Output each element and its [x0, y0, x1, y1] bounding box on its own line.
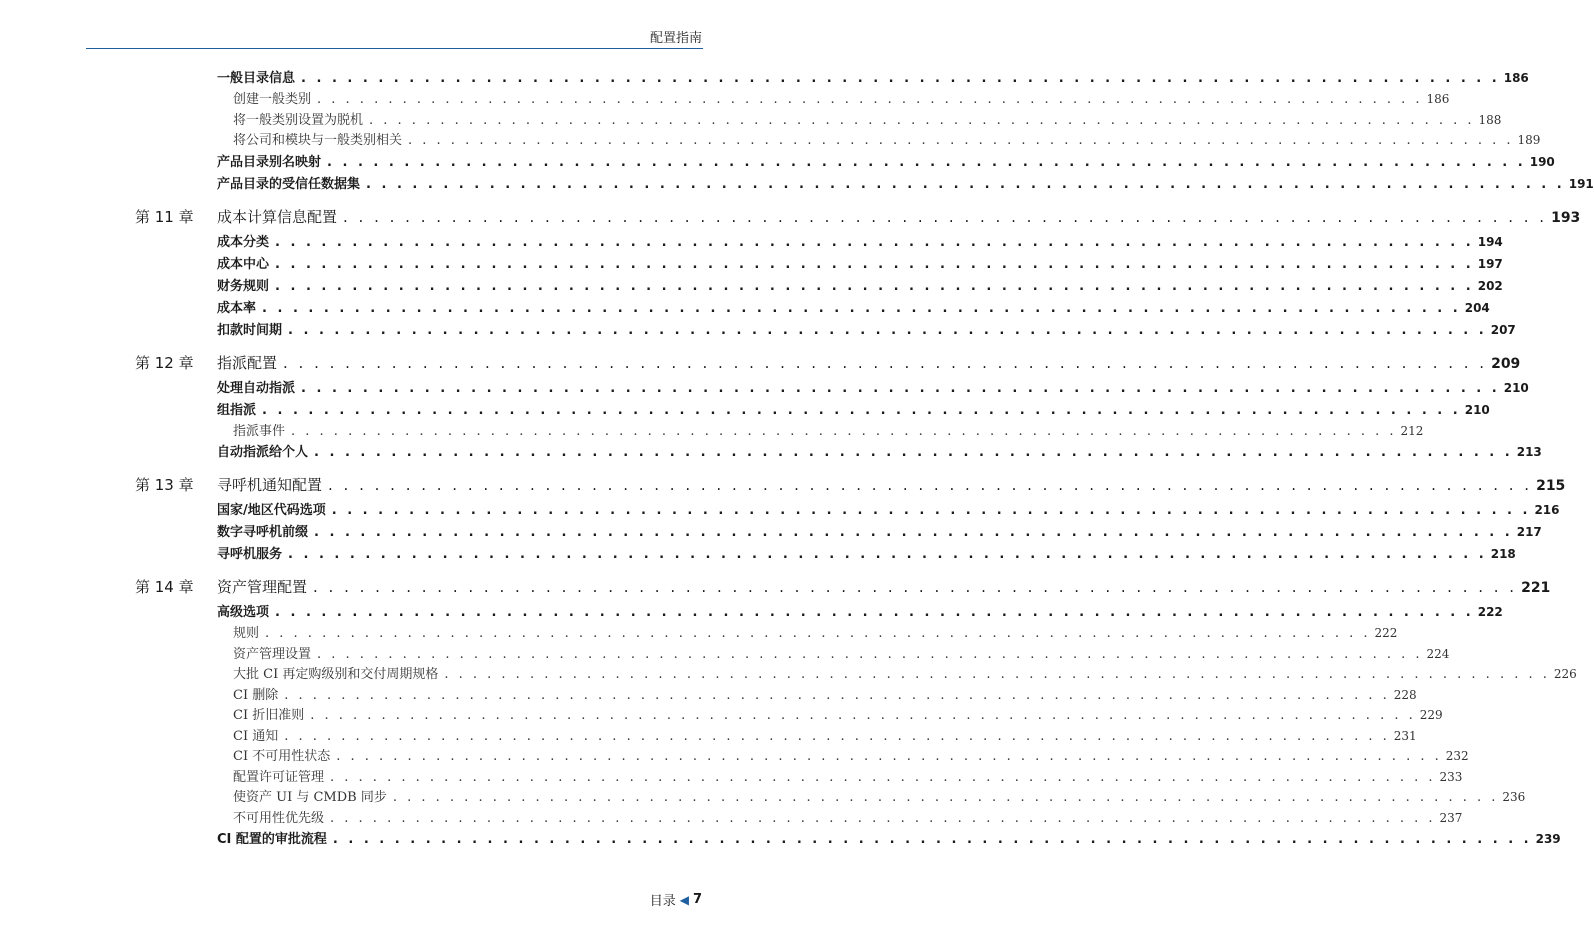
header-rule — [86, 48, 703, 49]
chapter-title: 资产管理配置 — [217, 578, 308, 596]
leader-dots: . . . . . . . . . . . . . . . . . . . . . . . . . . . . . . . . . . . . . . . . . . . . . . . . . . . . . . . . . . . . . . . . . . . . . . . . . . . . . . — [275, 279, 1474, 294]
leader-dots: . . . . . . . . . . . . . . . . . . . . . . . . . . . . . . . . . . . . . . . . . . . . . . . . . . . . . . . . . . . . . . . . . . . . . . . . . . . . . . — [291, 424, 1397, 439]
triangle-left-icon: ◀ — [679, 892, 689, 907]
leader-dots: . . . . . . . . . . . . . . . . . . . . . . . . . . . . . . . . . . . . . . . . . . . . . . . . . . . . . . . . . . . . . . . . . . . . . . . . . . . . . . — [284, 688, 1390, 703]
toc-entry-title: CI 配置的审批流程 — [217, 832, 327, 847]
toc-entry-page: 204 — [1464, 301, 1490, 315]
toc-entry-title: 资产管理设置 — [233, 647, 312, 662]
toc-entry[interactable] — [0, 173, 1594, 195]
leader-dots: . . . . . . . . . . . . . . . . . . . . . . . . . . . . . . . . . . . . . . . . . . . . . . . . . . . . . . . . . . . . . . . . . . . . . . . . . . . . . . — [408, 133, 1514, 148]
leader-dots: . . . . . . . . . . . . . . . . . . . . . . . . . . . . . . . . . . . . . . . . . . . . . . . . . . . . . . . . . . . . . . . . . . . . . . . . . . . . . . — [314, 445, 1513, 460]
toc-entry-page: 228 — [1393, 688, 1417, 702]
toc-entry-title: 寻呼机服务 — [217, 547, 283, 562]
chapter-number: 第 11 章 — [135, 208, 194, 226]
toc-entry-title: CI 通知 — [233, 729, 279, 744]
chapter-entry[interactable] — [0, 474, 1566, 496]
chapter-page: 209 — [1491, 356, 1521, 372]
chapter-number: 第 13 章 — [135, 476, 194, 494]
toc-entry[interactable] — [0, 601, 1503, 623]
toc-entry[interactable] — [0, 319, 1516, 341]
leader-dots: . . . . . . . . . . . . . . . . . . . . . . . . . . . . . . . . . . . . . . . . . . . . . . . . . . . . . . . . . . . . . . . . . . . . . . . . . . . . . . — [313, 578, 1518, 596]
toc-entry-page: 207 — [1490, 323, 1516, 337]
toc-entry-title: 扣款时间期 — [217, 323, 283, 338]
leader-dots: . . . . . . . . . . . . . . . . . . . . . . . . . . . . . . . . . . . . . . . . . . . . . . . . . . . . . . . . . . . . . . . . . . . . . . . . . . . . . . — [310, 708, 1416, 723]
toc-entry-title: 大批 CI 再定购级别和交付周期规格 — [233, 667, 439, 682]
chapter-page: 193 — [1551, 210, 1581, 226]
toc-subentry[interactable] — [0, 725, 1417, 747]
leader-dots: . . . . . . . . . . . . . . . . . . . . . . . . . . . . . . . . . . . . . . . . . . . . . . . . . . . . . . . . . . . . . . . . . . . . . . . . . . . . . . — [314, 525, 1513, 540]
leader-dots: . . . . . . . . . . . . . . . . . . . . . . . . . . . . . . . . . . . . . . . . . . . . . . . . . . . . . . . . . . . . . . . . . . . . . . . . . . . . . . — [330, 770, 1436, 785]
leader-dots: . . . . . . . . . . . . . . . . . . . . . . . . . . . . . . . . . . . . . . . . . . . . . . . . . . . . . . . . . . . . . . . . . . . . . . . . . . . . . . — [275, 235, 1474, 250]
toc-subentry[interactable] — [0, 643, 1450, 665]
leader-dots: . . . . . . . . . . . . . . . . . . . . . . . . . . . . . . . . . . . . . . . . . . . . . . . . . . . . . . . . . . . . . . . . . . . . . . . . . . . . . . — [343, 208, 1548, 226]
toc-entry-page: 212 — [1400, 424, 1424, 438]
toc-entry[interactable] — [0, 67, 1529, 89]
leader-dots: . . . . . . . . . . . . . . . . . . . . . . . . . . . . . . . . . . . . . . . . . . . . . . . . . . . . . . . . . . . . . . . . . . . . . . . . . . . . . . — [275, 257, 1474, 272]
toc-entry-title: 组指派 — [217, 403, 257, 418]
toc-entry-title: 创建一般类别 — [233, 92, 312, 107]
toc-entry[interactable] — [0, 231, 1503, 253]
leader-dots: . . . . . . . . . . . . . . . . . . . . . . . . . . . . . . . . . . . . . . . . . . . . . . . . . . . . . . . . . . . . . . . . . . . . . . . . . . . . . . — [327, 155, 1526, 170]
toc-entry[interactable] — [0, 543, 1516, 565]
leader-dots: . . . . . . . . . . . . . . . . . . . . . . . . . . . . . . . . . . . . . . . . . . . . . . . . . . . . . . . . . . . . . . . . . . . . . . . . . . . . . . — [284, 729, 1390, 744]
toc-entry-title: 一般目录信息 — [217, 71, 296, 86]
toc-entry-title: 财务规则 — [217, 279, 270, 294]
footer-section-label: 目录 — [649, 894, 676, 909]
chapter-page: 215 — [1536, 478, 1566, 494]
chapter-entry[interactable] — [0, 352, 1521, 374]
toc-entry-page: 186 — [1426, 92, 1450, 106]
toc-entry-title: 数字寻呼机前缀 — [217, 525, 309, 540]
leader-dots: . . . . . . . . . . . . . . . . . . . . . . . . . . . . . . . . . . . . . . . . . . . . . . . . . . . . . . . . . . . . . . . . . . . . . . . . . . . . . . — [328, 476, 1533, 494]
chapter-title: 寻呼机通知配置 — [217, 476, 323, 494]
toc-entry[interactable] — [0, 377, 1529, 399]
toc-entry-title: 配置许可证管理 — [233, 770, 325, 785]
toc-entry[interactable] — [0, 151, 1555, 173]
toc-entry-page: 224 — [1426, 647, 1450, 661]
toc-entry-page: 191 — [1568, 177, 1594, 191]
chapter-number: 第 14 章 — [135, 578, 194, 596]
toc-subentry[interactable] — [0, 684, 1417, 706]
toc-subentry[interactable] — [0, 88, 1450, 110]
chapter-entry[interactable] — [0, 206, 1581, 228]
chapter-page: 221 — [1521, 580, 1551, 596]
toc-entry-title: 成本中心 — [217, 257, 270, 272]
toc-entry-page: 231 — [1393, 729, 1417, 743]
leader-dots: . . . . . . . . . . . . . . . . . . . . . . . . . . . . . . . . . . . . . . . . . . . . . . . . . . . . . . . . . . . . . . . . . . . . . . . . . . . . . . — [275, 605, 1474, 620]
toc-subentry[interactable] — [0, 420, 1424, 442]
toc-entry-page: 232 — [1445, 749, 1469, 763]
chapter-title: 成本计算信息配置 — [217, 208, 338, 226]
toc-entry[interactable] — [0, 521, 1542, 543]
toc-entry-page: 189 — [1517, 133, 1541, 147]
toc-subentry[interactable] — [0, 704, 1443, 726]
toc-entry-page: 213 — [1516, 445, 1542, 459]
leader-dots: . . . . . . . . . . . . . . . . . . . . . . . . . . . . . . . . . . . . . . . . . . . . . . . . . . . . . . . . . . . . . . . . . . . . . . . . . . . . . . — [444, 667, 1550, 682]
toc-subentry[interactable] — [0, 786, 1526, 808]
leader-dots: . . . . . . . . . . . . . . . . . . . . . . . . . . . . . . . . . . . . . . . . . . . . . . . . . . . . . . . . . . . . . . . . . . . . . . . . . . . . . . — [366, 177, 1565, 192]
toc-entry-page: 188 — [1478, 113, 1502, 127]
leader-dots: . . . . . . . . . . . . . . . . . . . . . . . . . . . . . . . . . . . . . . . . . . . . . . . . . . . . . . . . . . . . . . . . . . . . . . . . . . . . . . — [317, 92, 1423, 107]
chapter-entry[interactable] — [0, 576, 1551, 598]
leader-dots: . . . . . . . . . . . . . . . . . . . . . . . . . . . . . . . . . . . . . . . . . . . . . . . . . . . . . . . . . . . . . . . . . . . . . . . . . . . . . . — [262, 403, 1461, 418]
leader-dots: . . . . . . . . . . . . . . . . . . . . . . . . . . . . . . . . . . . . . . . . . . . . . . . . . . . . . . . . . . . . . . . . . . . . . . . . . . . . . . — [265, 626, 1371, 641]
toc-entry-page: 222 — [1374, 626, 1398, 640]
toc-entry-page: 190 — [1529, 155, 1555, 169]
toc-entry-page: 216 — [1534, 503, 1560, 517]
leader-dots: . . . . . . . . . . . . . . . . . . . . . . . . . . . . . . . . . . . . . . . . . . . . . . . . . . . . . . . . . . . . . . . . . . . . . . . . . . . . . . — [392, 790, 1499, 805]
leader-dots: . . . . . . . . . . . . . . . . . . . . . . . . . . . . . . . . . . . . . . . . . . . . . . . . . . . . . . . . . . . . . . . . . . . . . . . . . . . . . . — [301, 71, 1500, 86]
toc-entry[interactable] — [0, 499, 1560, 521]
toc-entry[interactable] — [0, 297, 1490, 319]
toc-entry-title: CI 折旧准则 — [233, 708, 305, 723]
toc-entry-title: 使资产 UI 与 CMDB 同步 — [233, 790, 387, 805]
toc-entry-page: 233 — [1439, 770, 1463, 784]
toc-entry-title: 国家/地区代码选项 — [217, 503, 326, 518]
leader-dots: . . . . . . . . . . . . . . . . . . . . . . . . . . . . . . . . . . . . . . . . . . . . . . . . . . . . . . . . . . . . . . . . . . . . . . . . . . . . . . — [330, 811, 1436, 826]
toc-entry-page: 197 — [1477, 257, 1503, 271]
chapter-number: 第 12 章 — [135, 354, 194, 372]
leader-dots: . . . . . . . . . . . . . . . . . . . . . . . . . . . . . . . . . . . . . . . . . . . . . . . . . . . . . . . . . . . . . . . . . . . . . . . . . . . . . . — [332, 832, 1532, 847]
toc-entry-title: 产品目录别名映射 — [217, 155, 322, 170]
toc-entry-title: 产品目录的受信任数据集 — [217, 177, 361, 192]
toc-subentry[interactable] — [0, 766, 1463, 788]
toc-entry-page: 236 — [1502, 790, 1526, 804]
toc-entry-page: 222 — [1477, 605, 1503, 619]
toc-entry-page: 210 — [1503, 381, 1529, 395]
toc-entry-title: 成本率 — [217, 301, 257, 316]
toc-subentry[interactable] — [0, 745, 1469, 767]
toc-subentry[interactable] — [0, 663, 1577, 685]
toc-entry-title: 处理自动指派 — [217, 381, 296, 396]
toc-entry-page: 194 — [1477, 235, 1503, 249]
toc-entry-page: 218 — [1490, 547, 1516, 561]
toc-entry[interactable] — [0, 828, 1561, 850]
leader-dots: . . . . . . . . . . . . . . . . . . . . . . . . . . . . . . . . . . . . . . . . . . . . . . . . . . . . . . . . . . . . . . . . . . . . . . . . . . . . . . — [288, 547, 1487, 562]
toc-entry-page: 226 — [1553, 667, 1577, 681]
toc-entry[interactable] — [0, 399, 1490, 421]
page-footer — [650, 890, 702, 909]
toc-entry-title: 高级选项 — [217, 605, 270, 620]
toc-entry-title: 规则 — [233, 626, 260, 641]
page-number: 7 — [692, 892, 702, 907]
leader-dots: . . . . . . . . . . . . . . . . . . . . . . . . . . . . . . . . . . . . . . . . . . . . . . . . . . . . . . . . . . . . . . . . . . . . . . . . . . . . . . — [301, 381, 1500, 396]
leader-dots: . . . . . . . . . . . . . . . . . . . . . . . . . . . . . . . . . . . . . . . . . . . . . . . . . . . . . . . . . . . . . . . . . . . . . . . . . . . . . . — [336, 749, 1442, 764]
toc-subentry[interactable] — [0, 129, 1541, 151]
toc-entry-page: 239 — [1535, 832, 1561, 846]
leader-dots: . . . . . . . . . . . . . . . . . . . . . . . . . . . . . . . . . . . . . . . . . . . . . . . . . . . . . . . . . . . . . . . . . . . . . . . . . . . . . . — [369, 113, 1475, 128]
toc-entry-title: 成本分类 — [217, 235, 270, 250]
toc-subentry[interactable] — [0, 109, 1502, 131]
leader-dots: . . . . . . . . . . . . . . . . . . . . . . . . . . . . . . . . . . . . . . . . . . . . . . . . . . . . . . . . . . . . . . . . . . . . . . . . . . . . . . — [317, 647, 1423, 662]
toc-entry[interactable] — [0, 275, 1503, 297]
toc-entry-page: 202 — [1477, 279, 1503, 293]
toc-entry-title: 将一般类别设置为脱机 — [233, 113, 364, 128]
toc-entry[interactable] — [0, 441, 1542, 463]
toc-entry-title: 不可用性优先级 — [233, 811, 325, 826]
leader-dots: . . . . . . . . . . . . . . . . . . . . . . . . . . . . . . . . . . . . . . . . . . . . . . . . . . . . . . . . . . . . . . . . . . . . . . . . . . . . . . — [331, 503, 1531, 518]
toc-entry-title: 自动指派给个人 — [217, 445, 309, 460]
toc-entry-title: 指派事件 — [233, 424, 286, 439]
toc-entry[interactable] — [0, 253, 1503, 275]
toc-entry-page: 229 — [1419, 708, 1443, 722]
toc-subentry[interactable] — [0, 622, 1398, 644]
toc-entry-title: CI 不可用性状态 — [233, 749, 331, 764]
toc-entry-page: 237 — [1439, 811, 1463, 825]
leader-dots: . . . . . . . . . . . . . . . . . . . . . . . . . . . . . . . . . . . . . . . . . . . . . . . . . . . . . . . . . . . . . . . . . . . . . . . . . . . . . . — [283, 354, 1488, 372]
toc-entry-title: CI 删除 — [233, 688, 279, 703]
toc-entry-title: 将公司和模块与一般类别相关 — [233, 133, 403, 148]
toc-entry-page: 217 — [1516, 525, 1542, 539]
running-header-title: 配置指南 — [649, 31, 702, 46]
toc-entry-page: 186 — [1503, 71, 1529, 85]
leader-dots: . . . . . . . . . . . . . . . . . . . . . . . . . . . . . . . . . . . . . . . . . . . . . . . . . . . . . . . . . . . . . . . . . . . . . . . . . . . . . . — [262, 301, 1461, 316]
toc-subentry[interactable] — [0, 807, 1463, 829]
chapter-title: 指派配置 — [217, 354, 278, 372]
toc-entry-page: 210 — [1464, 403, 1490, 417]
leader-dots: . . . . . . . . . . . . . . . . . . . . . . . . . . . . . . . . . . . . . . . . . . . . . . . . . . . . . . . . . . . . . . . . . . . . . . . . . . . . . . — [288, 323, 1487, 338]
